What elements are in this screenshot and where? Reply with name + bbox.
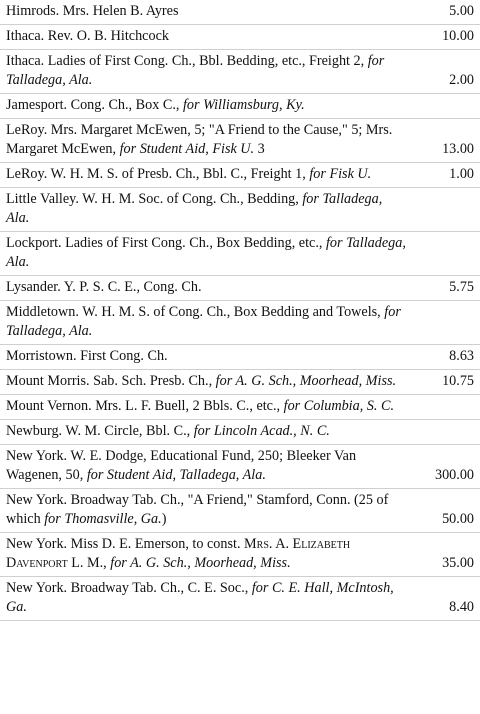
entry-designation: for C. E. Hall, McIntosh, Ga. [6, 580, 394, 615]
ledger-row [0, 577, 480, 621]
entry-text: New York. Broadway Tab. Ch., "A Friend," Stamford, Conn. (25 of which [6, 492, 389, 527]
entry-text: LeRoy. W. H. M. S. of Presb. Ch., Bbl. C., Freight 1, [6, 166, 310, 182]
entry-designation: for Talladega, Ala. [6, 304, 401, 339]
entry-amount: 35.00 [442, 555, 474, 571]
entry-designation: for A. G. Sch., Moorhead, Miss. [110, 555, 291, 571]
entry-text: Mount Vernon. Mrs. L. F. Buell, 2 Bbls. C., etc., [6, 398, 284, 414]
ledger-row [0, 370, 480, 395]
ledger-row [0, 345, 480, 370]
ledger-row [0, 232, 480, 276]
entry-amount: 2.00 [449, 72, 474, 88]
entry-text: 3 [254, 141, 265, 157]
entry-description [6, 491, 419, 529]
entry-description [6, 278, 412, 297]
entry-text: Himrods. Mrs. Helen B. Ayres [6, 3, 179, 19]
entry-amount: 300.00 [434, 467, 474, 483]
entry-description [6, 422, 412, 441]
entry-description [6, 2, 412, 21]
entry-description [6, 234, 416, 272]
ledger-row [0, 276, 480, 301]
entry-amount: 13.00 [442, 141, 474, 157]
ledger-row [0, 0, 480, 25]
entry-designation: for Talladega, Ala. [6, 53, 385, 88]
entry-description [6, 52, 419, 90]
entry-amount: 8.63 [449, 348, 474, 364]
ledger-row [0, 395, 480, 420]
entry-amount: 10.00 [442, 28, 474, 44]
entry-text: Lockport. Ladies of First Cong. Ch., Box Bedding, etc., [6, 235, 326, 251]
ledger-row [0, 50, 480, 94]
entry-description [6, 372, 412, 391]
entry-designation: for Student Aid, Talladega, Ala. [86, 467, 266, 483]
entry-text: LeRoy. Mrs. Margaret McEwen, 5; "A Friend to the Cause," 5; Mrs. Margaret McEwen, [6, 122, 393, 157]
ledger-row [0, 163, 480, 188]
entry-amount: 50.00 [442, 511, 474, 527]
entry-name-smallcaps: Mrs. A. Elizabeth Davenport [6, 536, 351, 571]
entry-designation: for Lincoln Acad., N. C. [193, 423, 330, 439]
ledger-row [0, 25, 480, 50]
entry-description [6, 303, 419, 341]
entry-amount: 10.75 [442, 373, 474, 389]
entry-designation: for Talladega, Ala. [6, 191, 383, 226]
entry-description [6, 579, 414, 617]
ledger-row [0, 420, 480, 445]
entry-text: New York. Miss D. E. Emerson, to const. [6, 536, 245, 552]
entry-designation: for Fisk U. [309, 166, 372, 182]
ledger-row [0, 188, 480, 232]
entry-text: Newburg. W. M. Circle, Bbl. C., [6, 423, 194, 439]
entry-text: ) [161, 511, 167, 527]
entry-designation: for Columbia, S. C. [283, 398, 394, 414]
entry-amount: 8.40 [449, 599, 474, 615]
ledger-row [0, 301, 480, 345]
entry-description [6, 347, 412, 366]
entry-text: Lysander. Y. P. S. C. E., Cong. Ch. [6, 279, 202, 295]
entry-amount: 5.75 [449, 279, 474, 295]
entry-text: New York. Broadway Tab. Ch., C. E. Soc., [6, 580, 252, 596]
entry-amount: 5.00 [449, 3, 474, 19]
entry-description [6, 96, 412, 115]
entry-description [6, 121, 419, 159]
ledger-row [0, 94, 480, 119]
ledger-row [0, 489, 480, 533]
entry-description [6, 397, 412, 416]
entry-text: Morristown. First Cong. Ch. [6, 348, 168, 364]
entry-text: Middletown. W. H. M. S. of Cong. Ch., Box Bedding and Towels, [6, 304, 385, 320]
ledger-row [0, 445, 480, 489]
entry-description [6, 190, 413, 228]
entry-text: Ithaca. Rev. O. B. Hitchcock [6, 28, 169, 44]
entry-designation: for Williamsburg, Ky. [182, 97, 305, 113]
entry-designation: for Student Aid, Fisk U. [119, 141, 255, 157]
entry-text: New York. W. E. Dodge, Educational Fund, 250; Bleeker Van Wagenen, 50, [6, 448, 357, 483]
entry-description [6, 165, 412, 184]
entry-text: Jamesport. Cong. Ch., Box C., [6, 97, 183, 113]
entry-text: Ithaca. Ladies of First Cong. Ch., Bbl. Bedding, etc., Freight 2, [6, 53, 368, 69]
entry-description [6, 27, 412, 46]
entry-designation: for Thomasville, Ga. [44, 511, 162, 527]
entry-designation: for Talladega, Ala. [6, 235, 406, 270]
entry-description [6, 447, 419, 485]
entry-amount: 1.00 [449, 166, 474, 182]
ledger-row [0, 119, 480, 163]
entry-designation: for A. G. Sch., Moorhead, Miss. [215, 373, 397, 389]
ledger-row [0, 533, 480, 577]
entry-text: Little Valley. W. H. M. Soc. of Cong. Ch., Bedding, [6, 191, 303, 207]
entry-description [6, 535, 419, 573]
entry-text: Mount Morris. Sab. Sch. Presb. Ch., [6, 373, 216, 389]
entry-text: L. M., [67, 555, 111, 571]
